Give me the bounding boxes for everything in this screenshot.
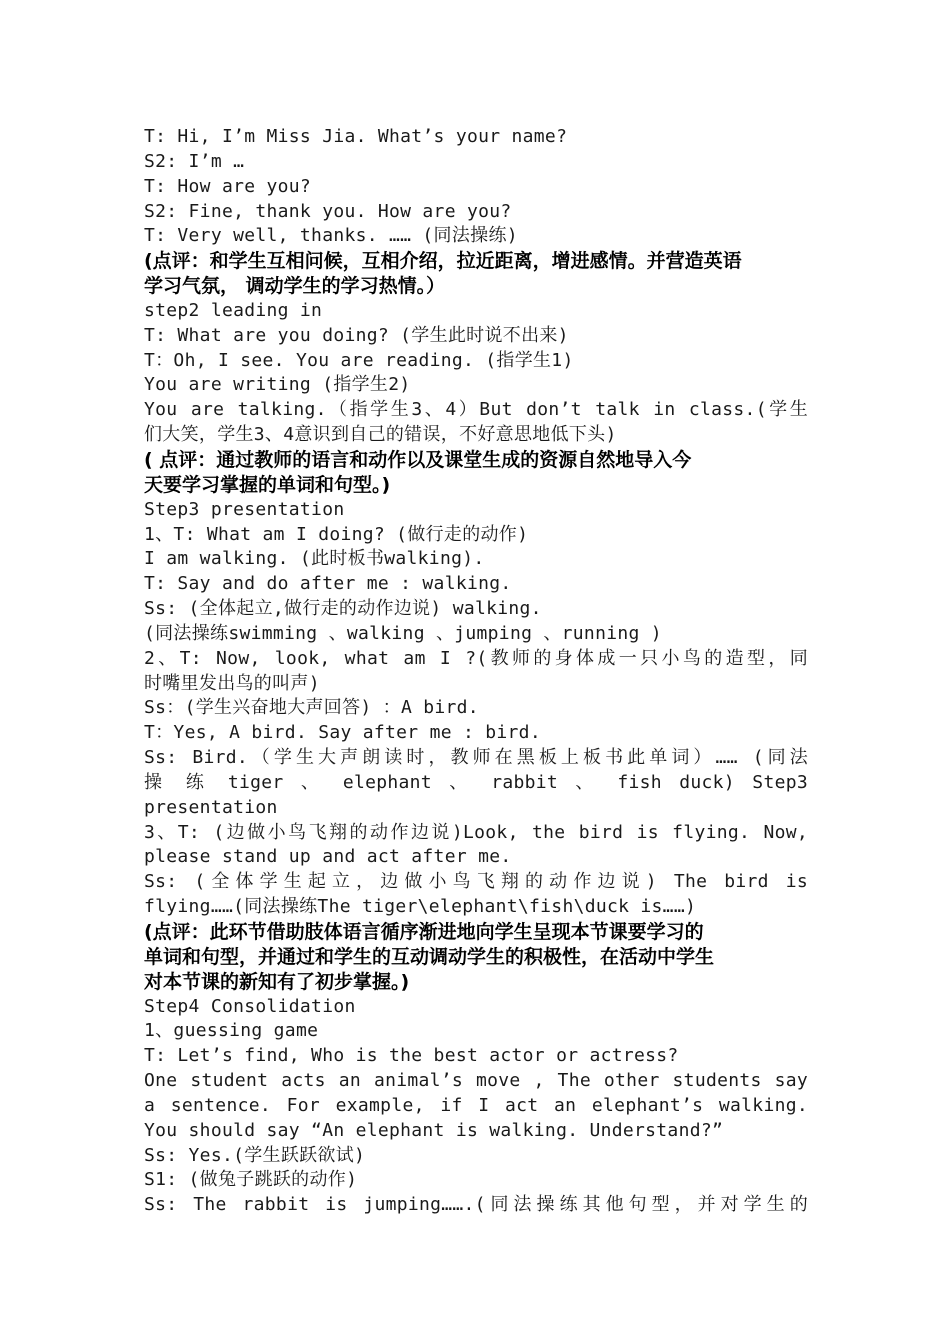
document-body: [144, 125, 808, 1218]
commentary-line: 天要学习掌握的单词和句型。): [144, 473, 391, 496]
text-line: I am walking. (此时板书walking).: [144, 548, 485, 570]
text-line: T: Very well, thanks. …… (同法操练): [144, 225, 518, 247]
text-line: a sentence. For example, if I act an elephant’s walking.: [144, 1094, 808, 1116]
commentary-line: (点评：此环节借助肢体语言循序渐进地向学生呈现本节课要学习的: [144, 921, 704, 943]
text-line: T：Yes, A bird. Say after me : bird.: [144, 722, 541, 744]
text-line: Ss：(学生兴奋地大声回答) ：A bird.: [144, 697, 479, 719]
text-line: T: Let’s find, Who is the best actor or actress?: [144, 1045, 679, 1067]
text-line: 1、T: What am I doing? (做行走的动作): [144, 523, 529, 545]
text-line: please stand up and act after me.: [144, 846, 512, 868]
text-line: T: How are you?: [144, 175, 312, 197]
text-line: Ss: Bird.（学生大声朗读时，教师在黑板上板书此单词）…… (同法: [144, 747, 808, 769]
text-line: Ss: The rabbit is jumping…….(同法操练其他句型，并对学生的: [144, 1194, 808, 1216]
text-line: Step3 presentation: [144, 498, 345, 520]
text-line: Ss: (全体起立,做行走的动作边说) walking.: [144, 598, 542, 620]
text-line: You are talking.（指学生3、4）But don’t talk in class.(学生: [144, 399, 808, 421]
text-line: Step4 Consolidation: [144, 995, 356, 1017]
text-line: T：Oh, I see. You are reading. (指学生1): [144, 349, 574, 371]
text-line: (同法操练swimming 、walking 、jumping 、running ): [144, 622, 662, 644]
text-line: You should say “An elephant is walking. Understand?”: [144, 1119, 724, 1141]
text-line: S2: Fine, thank you. How are you?: [144, 200, 512, 222]
text-line: 3、T: (边做小鸟飞翔的动作边说)Look, the bird is flying. Now,: [144, 821, 808, 843]
text-line: T: Say and do after me : walking.: [144, 573, 512, 595]
text-line: 们大笑，学生3、4意识到自己的错误，不好意思地低下头): [144, 424, 617, 446]
text-line: S2: I’m …: [144, 150, 245, 172]
text-line: 操 练 tiger 、 elephant 、 rabbit 、 fish duck) Step3: [144, 771, 808, 793]
commentary-line: (点评：和学生互相问候，互相介绍，拉近距离，增进感情。并营造英语: [144, 250, 742, 273]
text-line: step2 leading in: [144, 299, 323, 321]
commentary-line: ( 点评：通过教师的语言和动作以及课堂生成的资源自然地导入今: [144, 448, 692, 471]
text-line: T: Hi, I’m Miss Jia. What’s your name?: [144, 126, 568, 147]
commentary-line: 学习气氛， 调动学生的学习热情。）: [144, 275, 446, 298]
text-line: T: What are you doing? (学生此时说不出来): [144, 324, 569, 346]
text-line: Ss: (全体学生起立，边做小鸟飞翔的动作边说) The bird is: [144, 871, 808, 893]
text-line: You are writing (指学生2): [144, 374, 411, 396]
text-line: S1: (做兔子跳跃的动作): [144, 1169, 358, 1191]
commentary-line: 单词和句型，并通过和学生的互动调动学生的积极性，在活动中学生: [144, 945, 715, 968]
text-line: presentation: [144, 796, 278, 818]
commentary-line: 对本节课的新知有了初步掌握。): [144, 970, 410, 993]
text-line: 2、T: Now, look, what am I ?(教师的身体成一只小鸟的造型，同: [144, 647, 808, 669]
text-line: One student acts an animal’s move , The other students say: [144, 1070, 808, 1092]
text-line: flying……(同法操练The tiger\elephant\fish\duck is……): [144, 896, 697, 918]
text-line: 时嘴里发出鸟的叫声): [144, 672, 320, 694]
text-line: Ss: Yes.(学生跃跃欲试): [144, 1144, 366, 1166]
text-line: 1、guessing game: [144, 1020, 319, 1042]
